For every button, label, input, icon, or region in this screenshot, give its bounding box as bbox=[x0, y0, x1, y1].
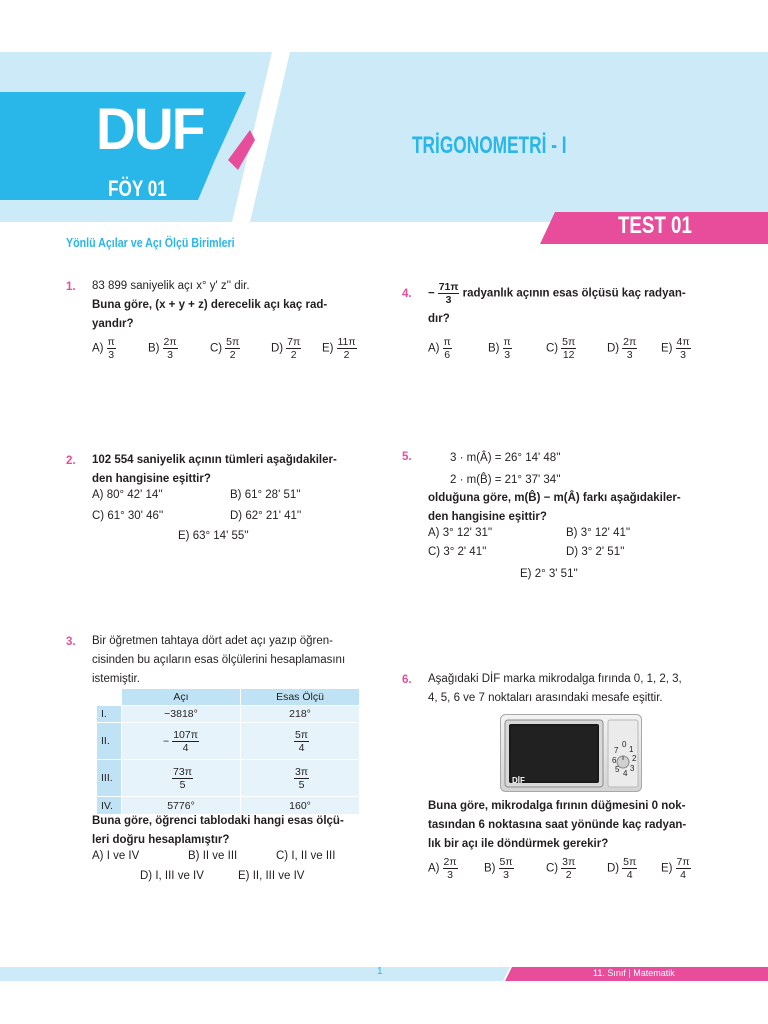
question-number: 5. bbox=[402, 451, 412, 463]
question-4-text: − $\frac{71\pi}{3}$ radyanlık açının esas ölçüsü kaç radyan- bbox=[428, 281, 686, 306]
dial-mark: 6 bbox=[612, 756, 617, 765]
footer-course: 11. Sınıf | Matematik bbox=[593, 968, 675, 978]
option-e[interactable]: E) $\frac{4\pi}{3}$ bbox=[661, 336, 690, 361]
section-subtitle: Yönlü Açılar ve Açı Ölçü Birimleri bbox=[66, 235, 235, 250]
dial-mark: 4 bbox=[623, 769, 628, 778]
table-header: Açı bbox=[122, 689, 241, 706]
dial-mark: 3 bbox=[630, 764, 635, 773]
question-number: 3. bbox=[66, 636, 76, 648]
dial-mark: 5 bbox=[615, 765, 620, 774]
option-e[interactable]: E) 63° 14' 55'' bbox=[178, 530, 249, 542]
page-number: 1 bbox=[377, 966, 383, 977]
foy-label: FÖY 01 bbox=[108, 176, 167, 201]
angle-table bbox=[96, 688, 360, 815]
table-row: IV. 5776° 160° bbox=[97, 797, 360, 815]
option-c[interactable]: C) I, II ve III bbox=[276, 850, 336, 862]
dial-mark: 2 bbox=[632, 754, 637, 763]
option-d[interactable]: D) $\frac{2\pi}{3}$ bbox=[607, 336, 637, 361]
question-6-text: Aşağıdaki DİF marka mikrodalga fırında 0, 1, 2, 3, 4, 5, 6 ve 7 noktaları arasındaki mesafe eşittir. bbox=[428, 673, 682, 704]
option-d[interactable]: D) $\frac{7\pi}{2}$ bbox=[271, 336, 301, 361]
table-row: III. $\frac{73\pi}{5}$ $\frac{3\pi}{5}$ bbox=[97, 760, 360, 797]
question-1-text: 83 899 saniyelik açı x° y' z'' dir. Buna göre, (x + y + z) derecelik açı kaç rad- yandır? bbox=[92, 280, 328, 330]
question-5-text: olduğuna göre, m(B̂) − m(Â) farkı aşağıdakiler- den hangisine eşittir? bbox=[428, 492, 681, 523]
test-label: TEST 01 bbox=[618, 212, 692, 239]
question-6-prompt: Buna göre, mikrodalga fırının düğmesini 0 nok- tasından 6 noktasına saat yönünde kaç radyan- lık bir açı ile döndürmek gerekir? bbox=[428, 800, 687, 850]
option-c[interactable]: C) 61° 30' 46'' bbox=[92, 510, 164, 522]
microwave-illustration bbox=[500, 714, 642, 792]
option-b[interactable]: B) $\frac{2\pi}{3}$ bbox=[148, 336, 177, 361]
table-row: II. − $\frac{107\pi}{4}$ $\frac{5\pi}{4}$ bbox=[97, 723, 360, 760]
brand-logo: DUF bbox=[96, 97, 204, 162]
option-a[interactable]: A) I ve IV bbox=[92, 850, 140, 862]
option-d[interactable]: D) 62° 21' 41'' bbox=[230, 510, 302, 522]
question-number: 6. bbox=[402, 674, 412, 686]
microwave-brand: DİF bbox=[512, 776, 525, 785]
option-d[interactable]: D) $\frac{5\pi}{4}$ bbox=[607, 856, 637, 881]
option-b[interactable]: B) $\frac{\pi}{3}$ bbox=[488, 336, 511, 361]
question-number: 4. bbox=[402, 288, 412, 300]
page-title: TRİGONOMETRİ - I bbox=[412, 132, 567, 159]
option-b[interactable]: B) 3° 12' 41'' bbox=[566, 527, 631, 539]
option-e[interactable]: E) $\frac{7\pi}{4}$ bbox=[661, 856, 690, 881]
question-number: 2. bbox=[66, 455, 76, 467]
option-a[interactable]: A) $\frac{\pi}{3}$ bbox=[92, 336, 115, 361]
dial-mark: 7 bbox=[614, 746, 619, 755]
question-2-text: 102 554 saniyelik açının tümleri aşağıdakiler- den hangisine eşittir? bbox=[92, 454, 337, 485]
question-number: 1. bbox=[66, 281, 76, 293]
table-header: Esas Ölçü bbox=[241, 689, 360, 706]
table-row: I. −3818° 218° bbox=[97, 706, 360, 723]
option-e[interactable]: E) II, III ve IV bbox=[238, 870, 305, 882]
option-a[interactable]: A) $\frac{\pi}{6}$ bbox=[428, 336, 451, 361]
option-d[interactable]: D) I, III ve IV bbox=[140, 870, 204, 882]
option-c[interactable]: C) $\frac{3\pi}{2}$ bbox=[546, 856, 576, 881]
option-c[interactable]: C) 3° 2' 41'' bbox=[428, 546, 487, 558]
question-5-equations: 3 · m(Â) = 26° 14' 48'' 2 · m(B̂) = 21° 37' 34'' bbox=[450, 452, 561, 486]
option-a[interactable]: A) 3° 12' 31'' bbox=[428, 527, 493, 539]
question-4-text-cont: dır? bbox=[428, 313, 450, 325]
dial-mark: 0 bbox=[622, 740, 627, 749]
option-b[interactable]: B) II ve III bbox=[188, 850, 238, 862]
option-c[interactable]: C) $\frac{5\pi}{2}$ bbox=[210, 336, 240, 361]
option-a[interactable]: A) 80° 42' 14'' bbox=[92, 489, 163, 501]
option-e[interactable]: E) $\frac{11\pi}{2}$ bbox=[322, 336, 356, 361]
option-d[interactable]: D) 3° 2' 51'' bbox=[566, 546, 625, 558]
option-c[interactable]: C) $\frac{5\pi}{12}$ bbox=[546, 336, 576, 361]
question-3-prompt: Buna göre, öğrenci tablodaki hangi esas ölçü- leri doğru hesaplamıştır? bbox=[92, 815, 344, 846]
option-e[interactable]: E) 2° 3' 51'' bbox=[520, 568, 578, 580]
dial-mark: 1 bbox=[629, 745, 634, 754]
option-b[interactable]: B) $\frac{5\pi}{3}$ bbox=[484, 856, 513, 881]
option-b[interactable]: B) 61° 28' 51'' bbox=[230, 489, 301, 501]
option-a[interactable]: A) $\frac{2\pi}{3}$ bbox=[428, 856, 457, 881]
question-3-text: Bir öğretmen tahtaya dört adet açı yazıp öğren- cisinden bu açıların esas ölçülerini hesaplamasını istemiştir. bbox=[92, 635, 346, 685]
